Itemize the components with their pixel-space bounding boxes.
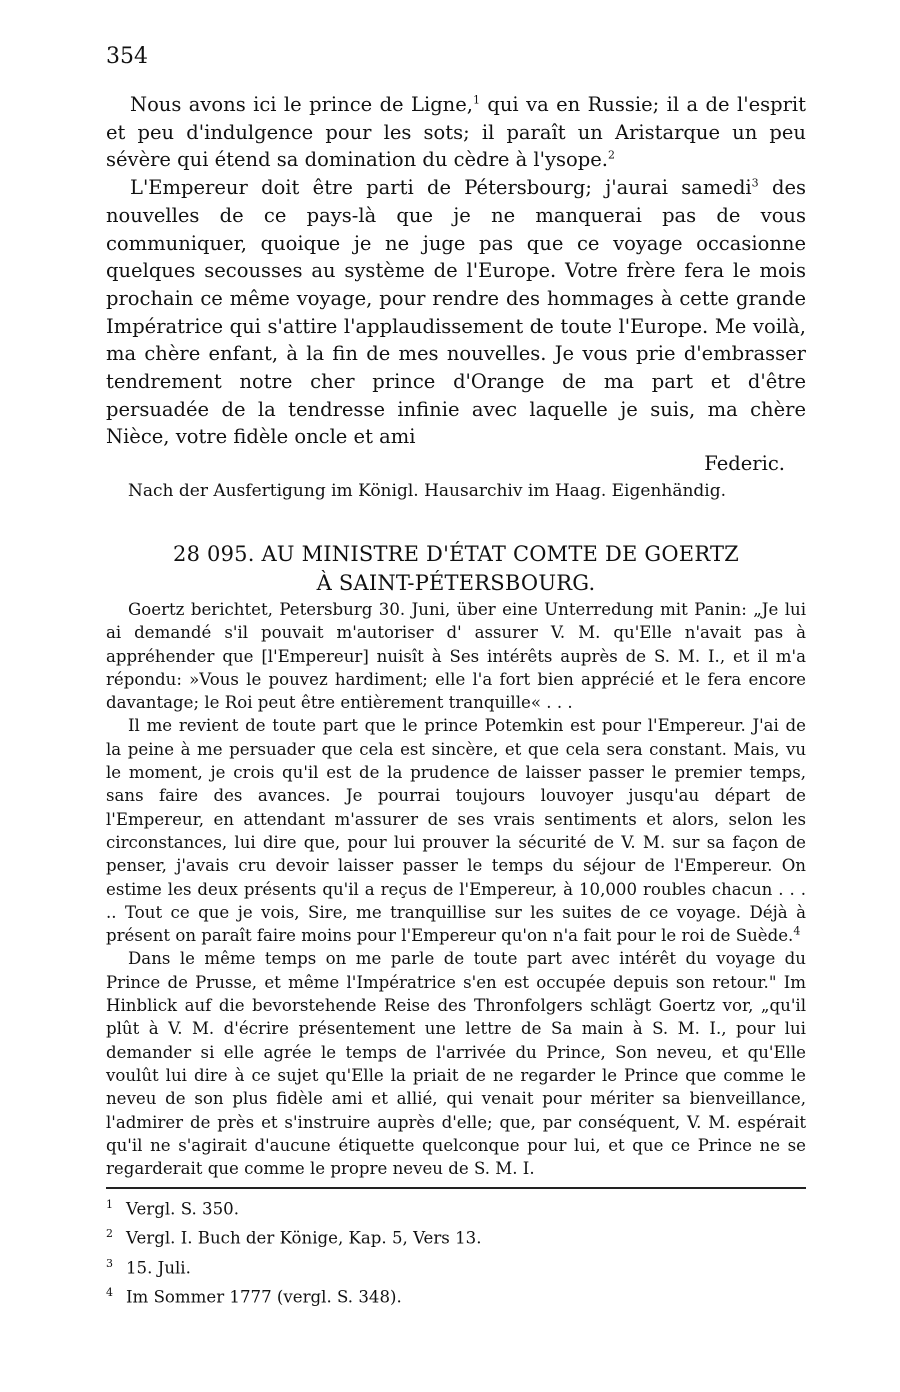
footnote-ref: 4 <box>793 924 801 938</box>
footnote: 4 Im Sommer 1777 (vergl. S. 348). <box>106 1285 402 1307</box>
signature: Federic. <box>704 452 785 475</box>
report-paragraph-1: Goertz berichtet, Petersburg 30. Juni, über eine Unterredung mit Panin: „Je lui ai demandé s'il pouvait m'autoriser d' assurer V. M. qu'Elle n'avait pas à appréhender que [l'Empereur] nuisît à Ses intérêts auprès de S. M. I., et il m'a répondu: »Vous le pouvez hardiment; elle l'a fort bien apprécié et le fera encore davantage; le Roi peut être entièrement tranquille« . . . <box>106 600 806 713</box>
title-line-2: À SAINT-PÉTERSBOURG. <box>316 571 596 595</box>
report-paragraph-2: Il me revient de toute part que le prince Potemkin est pour l'Empereur. J'ai de la peine à me persuader que cela est sincère, et que cela sera constant. Mais, vu le moment, je crois qu'il est de la prudence de laisser passer le premier temps, sans faire des avances. Je pourrai toujours louvoyer jusqu'au départ de l'Empereur, en attendant m'assurer de ses vrais sentiments et alors, selon les circonstances, lui dire que, pour lui prouver la sécurité de V. M. sur sa façon de penser, j'avais cru devoir laisser passer le temps du séjour de l'Empereur. On estime les deux présents qu'il a reçus de l'Empereur, à 10,000 roubles chacun . . . .. Tout ce que je vois, Sire, me tranquillise sur les suites de ce voyage. Déjà à présent on paraît faire moins pour l'Empereur qu'on n'a fait pour le roi de Suède.$^4$ <box>106 716 806 946</box>
title-line-1: 28 095. AU MINISTRE D'ÉTAT COMTE DE GOERTZ <box>173 542 739 566</box>
letter-paragraph-2: L'Empereur doit être parti de Pétersbourg; j'aurai samedi$^3$ des nouvelles de ce pays-là que je ne manquerai pas de vous communiquer, quoique je ne juge pas que ce voyage occasionne quelques secousses au système de l'Europe. Votre frère fera le mois prochain ce même voyage, pour rendre des hommages à cette grande Impératrice qui s'attire l'applaudissement de toute l'Europe. Me voilà, ma chère enfant, à la fin de mes nouvelles. Je vous prie d'embrasser tendrement notre cher prince d'Orange de ma part et d'être persuadée de la tendresse infinie avec laquelle je suis, ma chère Nièce, votre fidèle oncle et ami <box>106 176 806 449</box>
report-paragraph-3: Dans le même temps on me parle de toute part avec intérêt du voyage du Prince de Prusse, et même l'Impératrice s'en est occupée depuis son retour." Im Hinblick auf die bevorstehende Reise des Thronfolgers schlägt Goertz vor, „qu'il plût à V. M. d'écrire présentement une lettre de Sa main à S. M. I., pour lui demander si elle agrée le temps de l'arrivée du Prince, Son neveu, et qu'Elle voulût lui dire à ce sujet qu'Elle la priait de ne regarder le Prince que comme le neveu de son plus fidèle ami et allié, qui venait pour mériter sa bienveillance, l'admirer de près et s'instruire auprès d'elle; que, par conséquent, V. M. espérait qu'il ne s'agirait d'aucune étiquette quelconque pour lui, et que ce Prince ne se regarderait que comme le propre neveu de S. M. I. <box>106 949 806 1179</box>
letter-paragraph-1: Nous avons ici le prince de Ligne,$^1$ qui va en Russie; il a de l'esprit et peu d'indulgence pour les sots; il paraît un Aristarque un peu sévère qui étend sa domination du cèdre à l'ysope.$^2$ <box>106 93 806 172</box>
footnote: 2 Vergl. I. Buch der Könige, Kap. 5, Vers 13. <box>106 1227 482 1248</box>
footnote: 1 Vergl. S. 350. <box>106 1198 239 1219</box>
footnote-ref: 1 <box>472 93 480 107</box>
section-title <box>106 540 806 598</box>
letter-body <box>106 91 806 451</box>
page-number: 354 <box>106 44 148 69</box>
footnote: 3 15. Juli. <box>106 1256 191 1278</box>
report-body <box>106 598 806 1180</box>
footnote-ref: 2 <box>607 148 615 162</box>
footnotes <box>106 1193 481 1310</box>
footnote-ref: 3 <box>751 176 759 190</box>
footnote-divider <box>106 1187 806 1189</box>
source-note: Nach der Ausfertigung im Königl. Hausarchiv im Haag. Eigenhändig. <box>128 481 727 501</box>
